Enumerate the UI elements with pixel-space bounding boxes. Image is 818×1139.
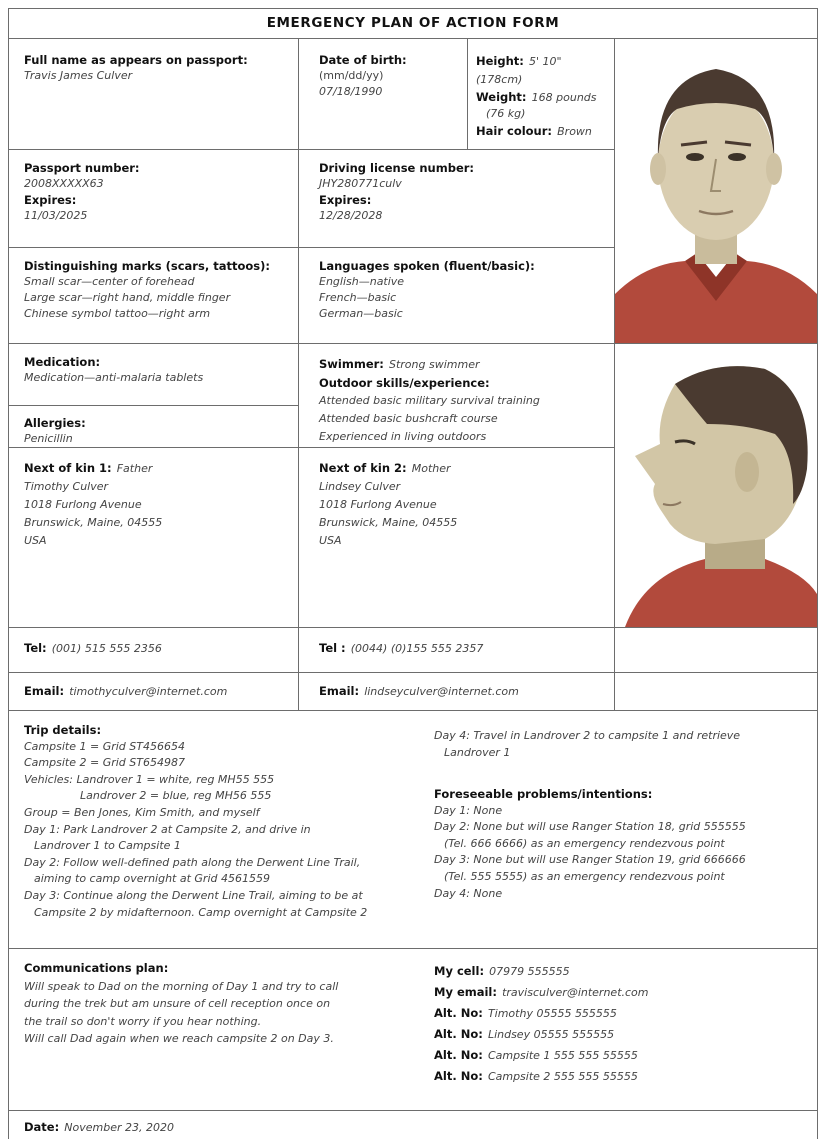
trip-line: Campsite 1 = Grid ST456654 xyxy=(24,739,185,753)
passport-cell xyxy=(16,154,296,230)
contact-value: travisculver@internet.com xyxy=(502,986,649,999)
license-expires-value: 12/28/2028 xyxy=(319,209,383,222)
language-item: French—basic xyxy=(319,291,397,304)
problem-line: Day 2: None but will use Ranger Station 18, grid 555555 xyxy=(434,820,746,834)
date-value: November 23, 2020 xyxy=(64,1121,175,1134)
weight-value-kg: (76 kg) xyxy=(486,107,526,120)
contact-label: My cell: xyxy=(434,964,485,978)
trip-line: Landrover 1 to Campsite 1 xyxy=(34,839,181,853)
license-cell xyxy=(311,154,611,230)
trip-line: Campsite 2 by midafternoon. Camp overnight at Campsite 2 xyxy=(34,905,368,919)
contact-value: Lindsey 05555 555555 xyxy=(487,1028,615,1041)
trip-line: Group = Ben Jones, Kim Smith, and myself xyxy=(24,805,260,819)
trip-line: Campsite 2 = Grid ST654987 xyxy=(24,756,185,770)
kin1-address-line: Brunswick, Maine, 04555 xyxy=(24,516,163,529)
problem-line: Day 4: None xyxy=(434,886,503,900)
divider xyxy=(8,710,818,711)
trip-line: aiming to camp overnight at Grid 4561559 xyxy=(34,872,270,886)
skill-item: Attended basic military survival training xyxy=(319,394,540,407)
weight-label: Weight: xyxy=(476,90,527,104)
dob-value: 07/18/1990 xyxy=(319,85,383,98)
problem-line: Day 1: None xyxy=(434,803,503,817)
problems-cell xyxy=(426,782,816,906)
form-title: EMERGENCY PLAN OF ACTION FORM xyxy=(266,15,560,31)
divider xyxy=(8,948,818,949)
kin2-tel-value: (0044) (0)155 555 2357 xyxy=(350,642,484,655)
dob-cell xyxy=(311,46,466,106)
kin2-relation: Mother xyxy=(411,462,451,475)
passport-expires-value: 11/03/2025 xyxy=(24,209,88,222)
hair-label: Hair colour: xyxy=(476,124,553,138)
divider xyxy=(8,1110,818,1111)
marks-label: Distinguishing marks (scars, tattoos): xyxy=(24,259,270,273)
day4-cell xyxy=(426,724,816,765)
kin2-email-value: lindseyculver@internet.com xyxy=(364,685,519,698)
trip-line: Landrover 2 = blue, reg MH56 555 xyxy=(80,789,272,803)
contact-label: Alt. No: xyxy=(434,1069,483,1083)
full-name-label: Full name as appears on passport: xyxy=(24,53,248,67)
kin1-email-label: Email: xyxy=(24,684,65,698)
divider xyxy=(8,627,818,628)
passport-label: Passport number: xyxy=(24,161,140,175)
comms-line: the trail so don't worry if you hear nothing. xyxy=(24,1014,262,1028)
kin1-tel-label: Tel: xyxy=(24,641,47,655)
kin2-address-line: 1018 Furlong Avenue xyxy=(319,498,437,511)
kin1-tel-value: (001) 515 555 2356 xyxy=(51,642,162,655)
divider xyxy=(8,247,614,248)
contact-value: Campsite 1 555 555 55555 xyxy=(487,1049,638,1062)
contact-value: Campsite 2 555 555 55555 xyxy=(487,1070,638,1083)
comms-label: Communications plan: xyxy=(24,961,169,975)
kin2-email-label: Email: xyxy=(319,684,360,698)
passport-expires-label: Expires: xyxy=(24,193,77,207)
kin1-tel-cell xyxy=(16,635,296,661)
skills-cell xyxy=(311,348,611,452)
contact-label: Alt. No: xyxy=(434,1048,483,1062)
kin2-address-line: Lindsey Culver xyxy=(319,480,401,493)
height-label: Height: xyxy=(476,54,524,68)
date-label: Date: xyxy=(24,1120,60,1134)
trip-line: Day 2: Follow well-defined path along the Derwent Line Trail, xyxy=(24,855,361,869)
kin2-address-line: Brunswick, Maine, 04555 xyxy=(319,516,458,529)
trip-day4-line: Landrover 1 xyxy=(444,745,511,759)
problem-line: (Tel. 555 5555) as an emergency rendezvous point xyxy=(444,869,725,883)
comms-line: Will speak to Dad on the morning of Day 1 and try to call xyxy=(24,979,339,993)
mark-item: Chinese symbol tattoo—right arm xyxy=(24,307,211,320)
license-label: Driving license number: xyxy=(319,161,475,175)
trip-details-label: Trip details: xyxy=(24,723,102,737)
kin1-label: Next of kin 1: xyxy=(24,461,112,475)
mark-item: Large scar—right hand, middle finger xyxy=(24,291,231,304)
contact-label: Alt. No: xyxy=(434,1027,483,1041)
frame-left xyxy=(8,8,9,1139)
comms-line: Will call Dad again when we reach campsite 2 on Day 3. xyxy=(24,1032,334,1045)
license-value: JHY280771culv xyxy=(319,177,402,190)
kin1-email-cell xyxy=(16,678,296,704)
contact-label: My email: xyxy=(434,985,497,999)
height-value: 5' 10" (178cm) xyxy=(476,55,562,86)
problem-line: (Tel. 666 6666) as an emergency rendezvous point xyxy=(444,836,725,850)
divider xyxy=(8,405,298,406)
language-item: German—basic xyxy=(319,307,403,320)
kin1-relation: Father xyxy=(116,462,153,475)
allergies-cell xyxy=(16,409,296,453)
skill-item: Experienced in living outdoors xyxy=(319,430,487,443)
front-portrait-image xyxy=(615,39,817,343)
comms-line: during the trek but am unsure of cell reception once on xyxy=(24,997,331,1010)
license-expires-label: Expires: xyxy=(319,193,372,207)
trip-line: Day 3: Continue along the Derwent Line Trail, aiming to be at xyxy=(24,888,363,902)
languages-label: Languages spoken (fluent/basic): xyxy=(319,259,535,273)
passport-value: 2008XXXXX63 xyxy=(24,177,104,190)
kin1-address-line: USA xyxy=(24,534,47,547)
problem-line: Day 3: None but will use Ranger Station 19, grid 666666 xyxy=(434,853,746,867)
divider xyxy=(298,38,299,710)
emergency-plan-form xyxy=(8,8,818,1139)
kin2-email-cell xyxy=(311,678,611,704)
medication-label: Medication: xyxy=(24,355,101,369)
trip-line: Vehicles: Landrover 1 = white, reg MH55 555 xyxy=(24,772,275,786)
kin2-tel-label: Tel : xyxy=(319,641,346,655)
weight-value: 168 pounds xyxy=(531,91,597,104)
language-item: English—native xyxy=(319,275,405,288)
marks-cell xyxy=(16,252,296,328)
trip-line: Day 1: Park Landrover 2 at Campsite 2, and drive in xyxy=(24,822,311,836)
languages-cell xyxy=(311,252,611,328)
kin2-cell xyxy=(311,452,611,556)
hair-value: Brown xyxy=(557,125,592,138)
kin1-email-value: timothyculver@internet.com xyxy=(69,685,228,698)
trip-details-cell xyxy=(16,716,426,927)
swimmer-label: Swimmer: xyxy=(319,357,384,371)
dob-label: Date of birth: xyxy=(319,53,407,67)
contact-value: 07979 555555 xyxy=(489,965,570,978)
trip-day4-line: Day 4: Travel in Landrover 2 to campsite 1 and retrieve xyxy=(434,729,741,742)
medication-cell xyxy=(16,348,296,392)
divider xyxy=(8,672,818,673)
full-name-cell xyxy=(16,46,296,90)
skill-item: Attended basic bushcraft course xyxy=(319,412,498,425)
kin1-cell xyxy=(16,452,296,556)
kin2-tel-cell xyxy=(311,635,611,661)
kin1-address-line: 1018 Furlong Avenue xyxy=(24,498,142,511)
contact-label: Alt. No: xyxy=(434,1006,483,1020)
divider xyxy=(467,38,468,149)
outdoor-skills-label: Outdoor skills/experience: xyxy=(319,376,490,390)
full-name-value: Travis James Culver xyxy=(24,69,133,82)
dob-format: (mm/dd/yy) xyxy=(319,69,384,82)
allergies-value: Penicillin xyxy=(24,432,73,445)
allergies-label: Allergies: xyxy=(24,416,86,430)
contacts-cell xyxy=(426,956,816,1090)
divider xyxy=(8,149,614,150)
kin2-label: Next of kin 2: xyxy=(319,461,407,475)
swimmer-value: Strong swimmer xyxy=(388,358,480,371)
contact-value: Timothy 05555 555555 xyxy=(487,1007,617,1020)
medication-value: Medication—anti-malaria tablets xyxy=(24,371,204,384)
profile-portrait-image xyxy=(615,344,817,627)
date-cell xyxy=(16,1116,616,1138)
comms-cell xyxy=(16,954,421,1054)
kin2-address-line: USA xyxy=(319,534,342,547)
problems-label: Foreseeable problems/intentions: xyxy=(434,787,653,801)
mark-item: Small scar—center of forehead xyxy=(24,275,195,288)
kin1-address-line: Timothy Culver xyxy=(24,480,109,493)
physical-cell xyxy=(470,46,612,146)
